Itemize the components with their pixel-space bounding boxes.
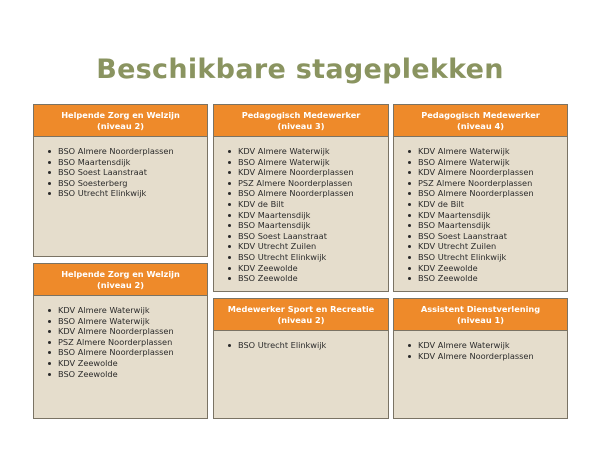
card-header — [214, 105, 388, 137]
list-item: KDV Maartensdijk — [408, 210, 567, 221]
list-item: BSO Almere Waterwijk — [408, 157, 567, 168]
list-item: BSO Almere Waterwijk — [228, 157, 388, 168]
card-header — [34, 264, 207, 296]
list-item: BSO Almere Noorderplassen — [228, 188, 388, 199]
list-item: BSO Almere Noorderplassen — [48, 347, 207, 358]
card-title: Assistent Dienstverlening — [420, 304, 541, 314]
card-header — [394, 105, 567, 137]
list-item: BSO Soesterberg — [48, 178, 207, 189]
placement-list — [34, 296, 207, 379]
list-item: KDV de Bilt — [228, 199, 388, 210]
card-level: (niveau 2) — [97, 121, 144, 131]
list-item: KDV Maartensdijk — [228, 210, 388, 221]
list-item: BSO Almere Waterwijk — [48, 316, 207, 327]
list-item: KDV Almere Noorderplassen — [408, 167, 567, 178]
card-header — [394, 299, 567, 331]
card-level: (niveau 2) — [97, 280, 144, 290]
list-item: BSO Zeewolde — [48, 369, 207, 380]
placement-list — [394, 137, 567, 284]
list-item: PSZ Almere Noorderplassen — [48, 337, 207, 348]
placement-list — [394, 331, 567, 361]
list-item: KDV Utrecht Zuilen — [228, 241, 388, 252]
list-item: BSO Zeewolde — [408, 273, 567, 284]
list-item: BSO Utrecht Elinkwijk — [228, 252, 388, 263]
list-item: BSO Soest Laanstraat — [228, 231, 388, 242]
card-header — [34, 105, 207, 137]
list-item: PSZ Almere Noorderplassen — [228, 178, 388, 189]
list-item: KDV Almere Waterwijk — [408, 340, 567, 351]
list-item: KDV Zeewolde — [228, 263, 388, 274]
list-item: KDV Utrecht Zuilen — [408, 241, 567, 252]
card-title: Pedagogisch Medewerker — [421, 110, 540, 120]
card-pedagogisch-medewerker-niveau-4 — [393, 104, 568, 292]
card-assistent-dienstverlening — [393, 298, 568, 419]
card-header — [214, 299, 388, 331]
list-item: BSO Zeewolde — [228, 273, 388, 284]
list-item: BSO Maartensdijk — [228, 220, 388, 231]
page-title: Beschikbare stageplekken — [96, 54, 504, 85]
list-item: KDV Zeewolde — [48, 358, 207, 369]
list-item: KDV Almere Noorderplassen — [228, 167, 388, 178]
list-item: KDV Zeewolde — [408, 263, 567, 274]
list-item: KDV Almere Waterwijk — [48, 305, 207, 316]
placement-list — [214, 331, 388, 351]
card-title: Medewerker Sport en Recreatie — [227, 304, 375, 314]
list-item: PSZ Almere Noorderplassen — [408, 178, 567, 189]
card-title: Helpende Zorg en Welzijn — [61, 269, 180, 279]
list-item: BSO Soest Laanstraat — [408, 231, 567, 242]
list-item: KDV Almere Noorderplassen — [48, 326, 207, 337]
placement-list — [34, 137, 207, 199]
card-level: (niveau 4) — [457, 121, 504, 131]
card-level: (niveau 3) — [277, 121, 325, 131]
card-helpende-zorg-niveau-2-a — [33, 104, 208, 257]
list-item: BSO Utrecht Elinkwijk — [408, 252, 567, 263]
card-medewerker-sport-recreatie — [213, 298, 389, 419]
list-item: BSO Maartensdijk — [408, 220, 567, 231]
card-title: Pedagogisch Medewerker — [241, 110, 361, 120]
list-item: KDV Almere Waterwijk — [408, 146, 567, 157]
list-item: KDV Almere Waterwijk — [228, 146, 388, 157]
card-level: (niveau 2) — [277, 315, 325, 325]
list-item: BSO Soest Laanstraat — [48, 167, 207, 178]
card-pedagogisch-medewerker-niveau-3 — [213, 104, 389, 292]
card-level: (niveau 1) — [457, 315, 504, 325]
placement-list — [214, 137, 388, 284]
list-item: KDV de Bilt — [408, 199, 567, 210]
list-item: BSO Almere Noorderplassen — [408, 188, 567, 199]
list-item: KDV Almere Noorderplassen — [408, 351, 567, 362]
list-item: BSO Maartensdijk — [48, 157, 207, 168]
card-helpende-zorg-niveau-2-b — [33, 263, 208, 419]
list-item: BSO Utrecht Elinkwijk — [48, 188, 207, 199]
card-title: Helpende Zorg en Welzijn — [61, 110, 180, 120]
list-item: BSO Utrecht Elinkwijk — [228, 340, 388, 351]
list-item: BSO Almere Noorderplassen — [48, 146, 207, 157]
